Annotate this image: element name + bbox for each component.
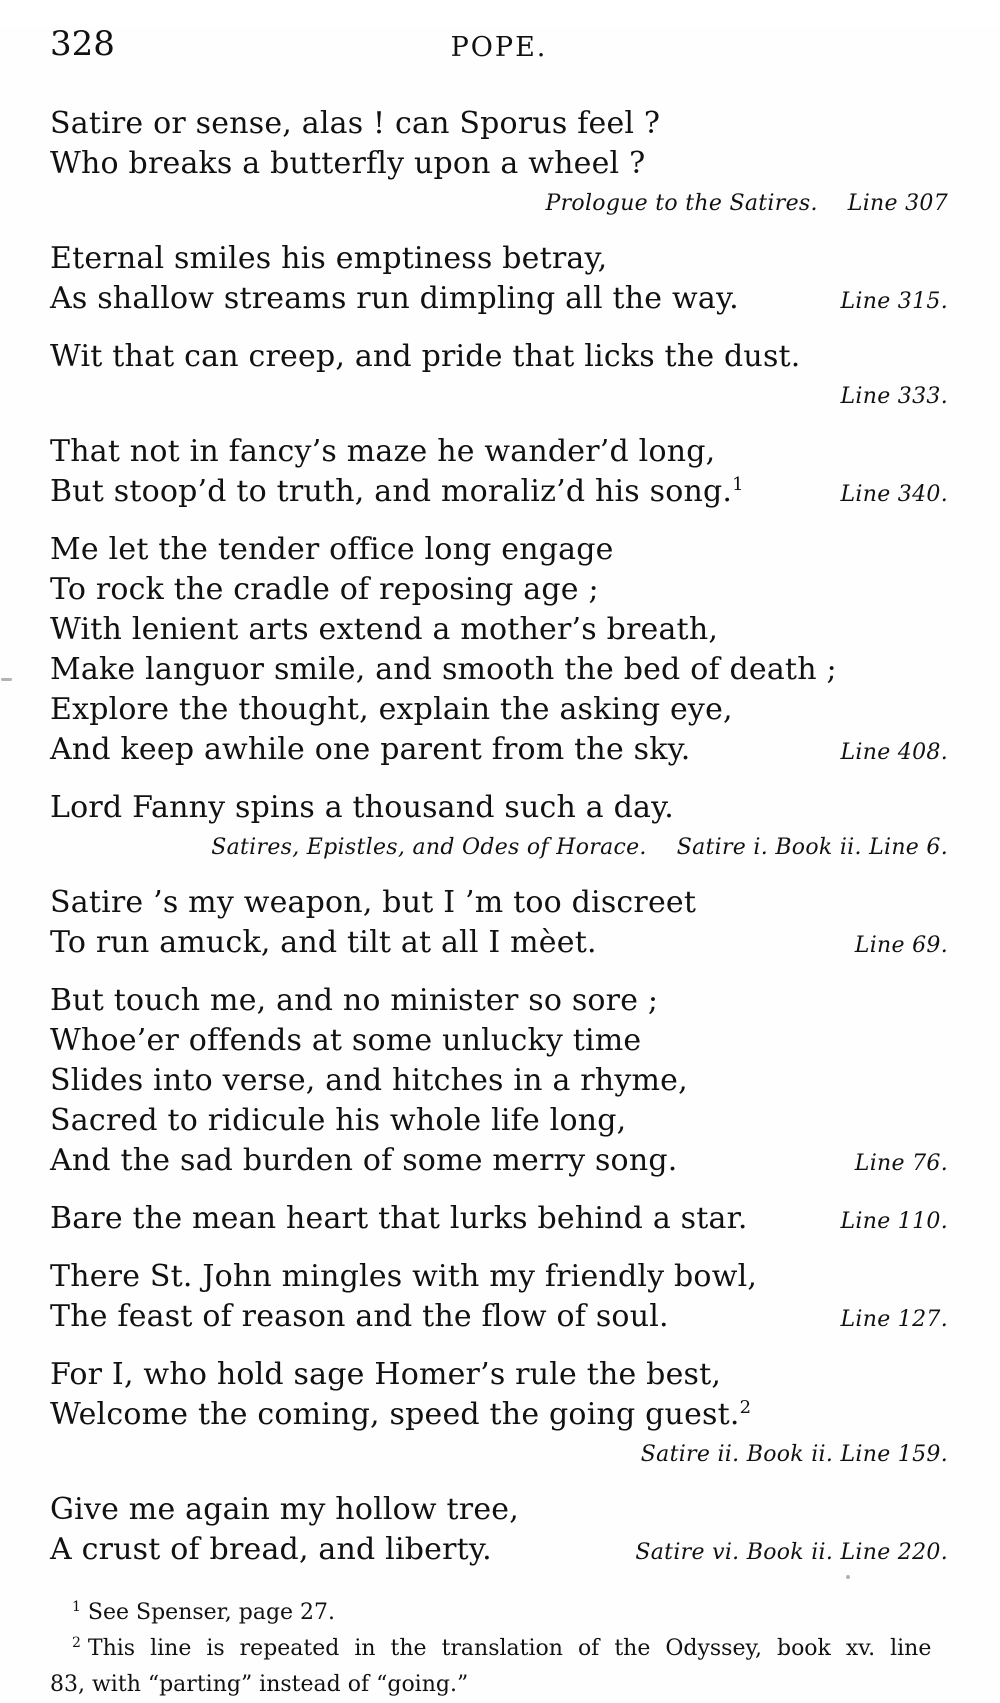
footnote-text: 83, with “parting” instead of “going.”	[50, 1672, 469, 1697]
quote-block	[50, 530, 948, 773]
citation-source: Prologue to the Satires.	[545, 191, 818, 216]
verse-line-text: Who breaks a butterfly upon a wheel ?	[50, 146, 646, 181]
verse-text	[50, 690, 733, 730]
footnote-line	[50, 1631, 948, 1667]
footnotes-section	[50, 1595, 948, 1703]
verse-row	[50, 432, 948, 472]
verse-text	[50, 650, 837, 690]
verse-row	[50, 1490, 948, 1530]
citation	[840, 475, 948, 515]
verse-line-text: Make languor smile, and smooth the bed of death ;	[50, 652, 837, 687]
book-page	[0, 26, 1000, 1703]
verse-line-text: Eternal smiles his emptiness betray,	[50, 241, 608, 276]
verse-text	[50, 432, 715, 472]
citation-line-ref: Satire ii. Book ii. Line 159.	[640, 1442, 948, 1467]
page-number: 328	[50, 24, 115, 64]
citation-line-ref: Line 69.	[854, 933, 948, 958]
verse-line-text: And the sad burden of some merry song.	[50, 1143, 678, 1178]
verse-text	[50, 530, 614, 570]
verse-text	[50, 144, 645, 184]
verse-text	[50, 981, 658, 1021]
quote-block	[50, 1199, 948, 1242]
citation	[840, 377, 948, 417]
footnote-ref: 2	[739, 1397, 752, 1418]
verse-line-text: To run amuck, and tilt at all I mèet.	[50, 925, 597, 960]
verse-row	[50, 923, 948, 966]
footnote	[50, 1595, 948, 1631]
footnote	[50, 1631, 948, 1703]
verse-line-text: Explore the thought, explain the asking eye,	[50, 692, 733, 727]
verse-row	[50, 883, 948, 923]
quote-block	[50, 1355, 948, 1475]
verse-row	[50, 1395, 948, 1435]
verse-text	[50, 1395, 751, 1435]
verse-text	[50, 570, 599, 610]
verse-text	[50, 239, 607, 279]
quote-block	[50, 883, 948, 966]
verse-line-text: As shallow streams run dimpling all the way.	[50, 281, 739, 316]
citation-row	[50, 377, 948, 417]
verse-row	[50, 1101, 948, 1141]
verse-text	[50, 923, 597, 963]
citation	[840, 282, 948, 322]
verse-text	[50, 1257, 757, 1297]
footnote-line	[50, 1667, 948, 1703]
citation-line-ref: Line 408.	[840, 740, 948, 765]
quote-block	[50, 239, 948, 322]
quote-block	[50, 1490, 948, 1573]
verse-line-text: For I, who hold sage Homer’s rule the best,	[50, 1357, 722, 1392]
verse-row	[50, 530, 948, 570]
verse-text	[50, 1141, 677, 1181]
footnote-marker: 1	[72, 1598, 81, 1615]
page-header	[50, 26, 948, 68]
citation-line-ref: Line 307	[847, 191, 948, 216]
verse-row	[50, 690, 948, 730]
verse-text	[50, 1101, 626, 1141]
citation	[855, 1144, 948, 1184]
verse-line-text: The feast of reason and the flow of soul.	[50, 1299, 669, 1334]
verse-line-text: Give me again my hollow tree,	[50, 1492, 519, 1527]
citation-line-ref: Line 76.	[854, 1151, 948, 1176]
quote-block	[50, 104, 948, 224]
verse-line-text: Me let the tender office long engage	[50, 532, 614, 567]
citation	[855, 926, 948, 966]
running-head: POPE.	[450, 32, 548, 63]
verse-line-text: With lenient arts extend a mother’s breath,	[50, 612, 719, 647]
footnote-line	[50, 1595, 948, 1631]
verse-row	[50, 1530, 948, 1573]
verse-text	[50, 730, 691, 770]
verse-row	[50, 788, 948, 828]
quote-block	[50, 981, 948, 1184]
citation-source: Satires, Epistles, and Odes of Horace.	[211, 835, 647, 860]
citation-line-ref: Line 340.	[840, 482, 948, 507]
verse-line-text: To rock the cradle of reposing age ;	[50, 572, 599, 607]
quotation-list	[50, 104, 948, 1573]
verse-text	[50, 883, 696, 923]
verse-row	[50, 570, 948, 610]
citation-line-ref: Line 333.	[840, 384, 948, 409]
verse-row	[50, 730, 948, 773]
quote-block	[50, 337, 948, 417]
verse-row	[50, 1297, 948, 1340]
citation	[211, 828, 948, 868]
verse-row	[50, 981, 948, 1021]
footnote-text: This line is repeated in the translation of the Odyssey, book xv. line	[87, 1636, 932, 1661]
verse-line-text: There St. John mingles with my friendly bowl,	[50, 1259, 758, 1294]
verse-text	[50, 1199, 748, 1239]
citation	[840, 1202, 948, 1242]
verse-text	[50, 104, 660, 144]
citation	[635, 1533, 948, 1573]
verse-line-text: Sacred to ridicule his whole life long,	[50, 1103, 627, 1138]
verse-text	[50, 337, 801, 377]
verse-row	[50, 279, 948, 322]
verse-line-text: A crust of bread, and liberty.	[50, 1532, 492, 1567]
verse-row	[50, 1141, 948, 1184]
verse-text	[50, 1061, 688, 1101]
footnote-marker: 2	[72, 1634, 81, 1651]
citation	[545, 184, 948, 224]
verse-line-text: Satire or sense, alas ! can Sporus feel ?	[50, 106, 661, 141]
verse-row	[50, 610, 948, 650]
quote-block	[50, 1257, 948, 1340]
citation-row	[50, 1435, 948, 1475]
quote-block	[50, 788, 948, 868]
quote-block	[50, 432, 948, 515]
citation-line-ref: Satire i. Book ii. Line 6.	[676, 835, 948, 860]
citation-line-ref: Line 127.	[840, 1307, 948, 1332]
citation-row	[50, 828, 948, 868]
citation-line-ref: Line 110.	[840, 1209, 948, 1234]
verse-line-text: Whoe’er offends at some unlucky time	[50, 1023, 642, 1058]
verse-text	[50, 472, 744, 512]
verse-line-text: That not in fancy’s maze he wander’d long,	[50, 434, 716, 469]
verse-line-text: Lord Fanny spins a thousand such a day.	[50, 790, 675, 825]
scan-artifact	[1, 678, 12, 681]
verse-row	[50, 337, 948, 377]
verse-row	[50, 144, 948, 184]
verse-text	[50, 1490, 519, 1530]
verse-line-text: Welcome the coming, speed the going guest.	[50, 1397, 740, 1432]
verse-row	[50, 1199, 948, 1242]
citation-row	[50, 184, 948, 224]
verse-row	[50, 1061, 948, 1101]
verse-line-text: Slides into verse, and hitches in a rhyme,	[50, 1063, 688, 1098]
citation	[840, 1300, 948, 1340]
verse-text	[50, 788, 674, 828]
citation	[641, 1435, 948, 1475]
verse-row	[50, 472, 948, 515]
verse-row	[50, 1257, 948, 1297]
verse-text	[50, 1297, 669, 1337]
citation-line-ref: Satire vi. Book ii. Line 220.	[635, 1540, 948, 1565]
citation	[840, 733, 948, 773]
verse-row	[50, 104, 948, 144]
verse-line-text: But touch me, and no minister so sore ;	[50, 983, 659, 1018]
verse-row	[50, 239, 948, 279]
verse-line-text: And keep awhile one parent from the sky.	[50, 732, 691, 767]
verse-line-text: Wit that can creep, and pride that licks the dust.	[50, 339, 801, 374]
citation-line-ref: Line 315.	[840, 289, 948, 314]
verse-row	[50, 1355, 948, 1395]
verse-line-text: Bare the mean heart that lurks behind a star.	[50, 1201, 748, 1236]
scan-artifact	[846, 1575, 850, 1579]
verse-line-text: But stoop’d to truth, and moraliz’d his song.	[50, 474, 733, 509]
verse-text	[50, 279, 739, 319]
verse-text	[50, 1021, 641, 1061]
footnote-text: See Spenser, page 27.	[87, 1600, 336, 1625]
verse-line-text: Satire ’s my weapon, but I ’m too discreet	[50, 885, 697, 920]
verse-text	[50, 1530, 492, 1570]
verse-text	[50, 1355, 721, 1395]
footnote-ref: 1	[732, 474, 744, 495]
verse-text	[50, 610, 718, 650]
verse-row	[50, 1021, 948, 1061]
verse-row	[50, 650, 948, 690]
